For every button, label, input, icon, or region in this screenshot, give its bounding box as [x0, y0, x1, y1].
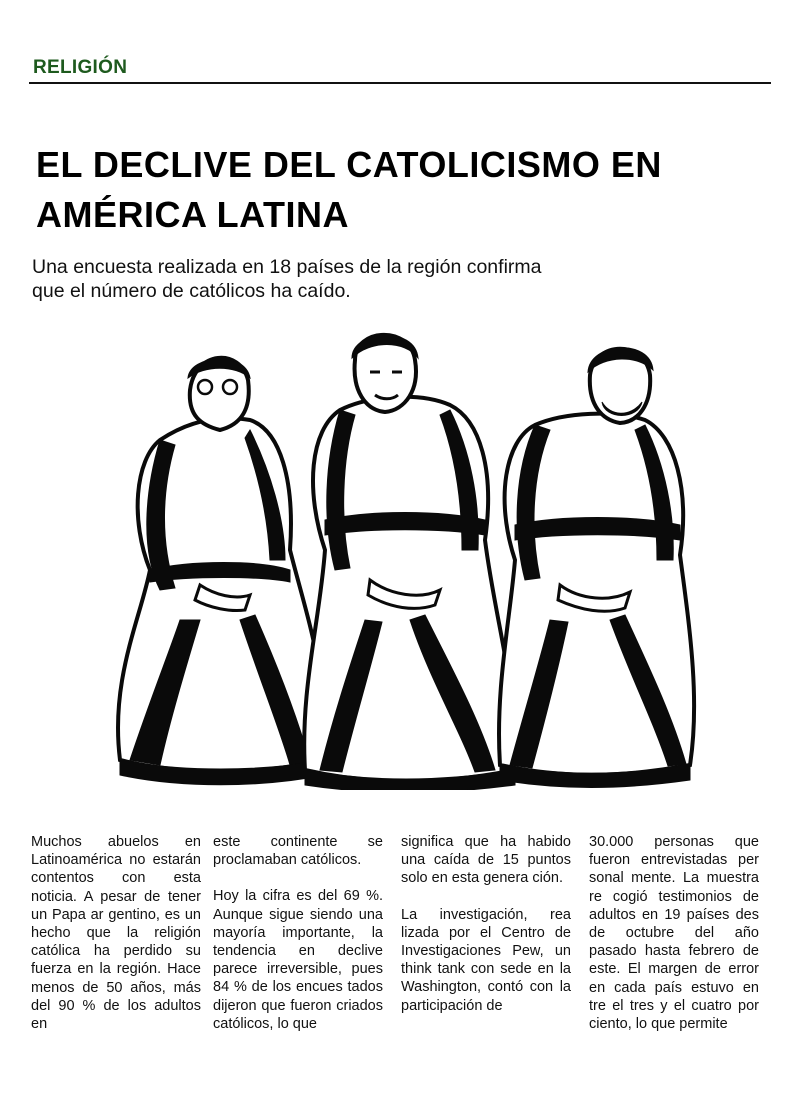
headline [36, 140, 756, 240]
section-label: RELIGIÓN [33, 57, 128, 78]
paragraph: 30.000 personas que fueron entrevistadas per sonal mente. La muestra re cogió testimonios de adultos en 19 países des de octubre del año pasado hasta febrero de este. El margen de error en cada país estuvo en tre el tres y el cuatro por ciento, lo que permite [589, 834, 759, 1033]
paragraph: La investigación, rea lizada por el Centro de Investigaciones Pew, un think tank con sede en la Washington, contó con la participación de [401, 906, 571, 1014]
headline-line-2: AMÉRICA LATINA [36, 194, 349, 235]
figure-left [118, 358, 326, 785]
article-column-2 [213, 833, 383, 1051]
article-column-1 [31, 833, 201, 1051]
woodcut-illustration [90, 320, 710, 790]
paragraph: Hoy la cifra es del 69 %. Aunque sigue siendo una mayoría importante, la tendencia en declive parece irreversible, pues 84 % de los encues tados dijeron que fueron criados católicos, lo que [213, 888, 383, 1032]
subheadline [32, 255, 652, 303]
subheadline-line-2: que el número de católicos ha caído. [32, 280, 351, 302]
article-column-3 [401, 833, 571, 1033]
figure-right [499, 348, 694, 788]
paragraph: Muchos abuelos en Latinoamérica no estarán contentos con esta noticia. A pesar de tener un Papa ar gentino, es un hecho que la religión católica ha perdido su fuerza en la región. Hace menos de 50 años, más del 90 % de los adultos en [31, 834, 201, 1033]
header-rule [29, 82, 771, 84]
figure-middle [304, 335, 515, 790]
article-column-4 [589, 833, 759, 1051]
paragraph: significa que ha habido una caída de 15 puntos solo en esta genera ción. [401, 834, 571, 887]
headline-line-1: EL DECLIVE DEL CATOLICISMO EN [36, 144, 662, 185]
subheadline-line-1: Una encuesta realizada en 18 países de la región confirma [32, 256, 542, 278]
paragraph: este continente se proclamaban católicos. [213, 834, 383, 869]
